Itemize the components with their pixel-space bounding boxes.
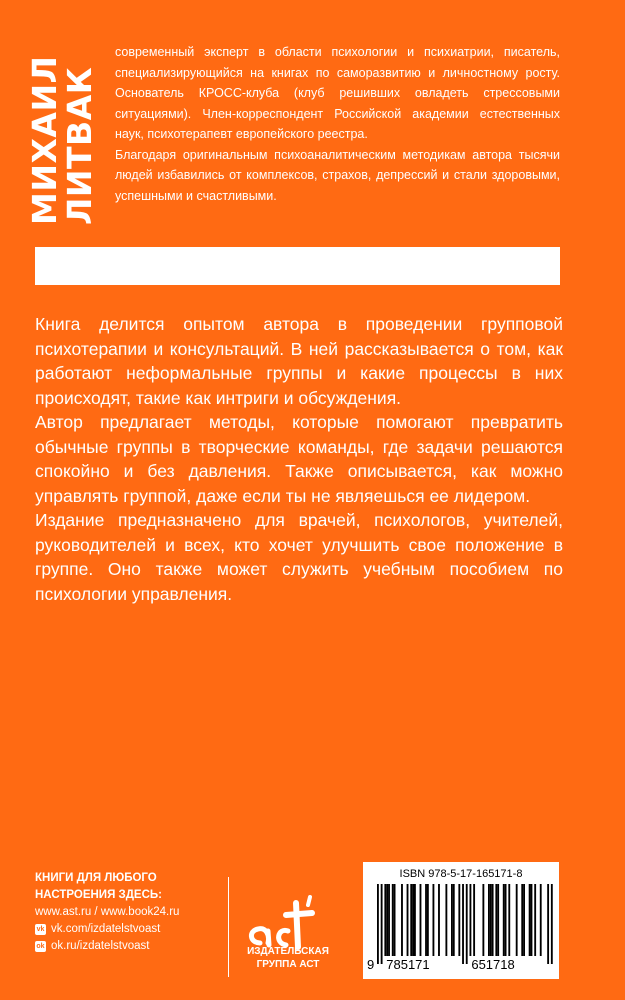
annotation-paragraph: Книга делится опытом автора в проведении групповой психотерапии и консультаций. В ней рассказывается о том, как работают неформальные группы и какие процессы в них происходят, такие как интриги и обсуждения.: [35, 314, 563, 408]
barcode-bar: [508, 884, 510, 956]
barcode-bar: [470, 884, 472, 956]
barcode-bar: [540, 884, 542, 956]
barcode-bar: [381, 884, 383, 964]
barcode-bar: [377, 884, 379, 964]
barcode-bar: [401, 884, 403, 956]
barcode-bar: [490, 884, 492, 956]
barcode-bar: [410, 884, 412, 956]
barcode-bar: [482, 884, 484, 956]
promo-vk-line[interactable]: [35, 921, 230, 938]
barcode-bar: [412, 884, 414, 956]
promo-heading-line2: НАСТРОЕНИЯ ЗДЕСЬ:: [35, 889, 162, 901]
barcode-bar: [534, 884, 536, 956]
barcode-bar: [427, 884, 429, 956]
barcode-bar: [384, 884, 386, 956]
barcode-bar: [414, 884, 416, 956]
bio-paragraph: Благодаря оригинальным психоаналитическим методикам автора тысячи людей избавились от комплексов, страхов, депрессий и стали здоровыми, успешными и счастливыми.: [115, 147, 560, 203]
barcode-bar: [495, 884, 497, 956]
barcode-digits: 9: [367, 957, 375, 972]
barcode-bar: [386, 884, 388, 956]
barcode-bar: [392, 884, 394, 956]
barcode-bar: [547, 884, 549, 964]
barcode-bar: [388, 884, 390, 956]
promo-separator: [228, 877, 229, 977]
barcode-bar: [488, 884, 490, 956]
barcode-bar: [529, 884, 531, 956]
author-last-name: ЛИТВАК: [60, 66, 99, 225]
publisher-label-line2: ГРУППА АСТ: [256, 958, 320, 970]
barcode-bar: [473, 884, 475, 956]
barcode-bar: [445, 884, 447, 956]
barcode-digits: 651718: [471, 957, 515, 972]
barcode-bar: [503, 884, 505, 956]
annotation-paragraph: Автор предлагает методы, которые помогают превратить обычные группы в творческие команды, где задачи решаются спокойно и без давления. Также описывается, как можно управлять группой, даже если ты не являешься ее лидером.: [35, 412, 563, 506]
barcode-bar: [497, 884, 499, 956]
barcode-bar: [531, 884, 533, 956]
barcode-bar: [420, 884, 422, 956]
barcode-bar: [451, 884, 453, 956]
barcode-bar: [492, 884, 494, 956]
barcode-bar: [523, 884, 525, 956]
annotation-paragraph: Издание предназначено для врачей, психологов, учителей, руководителей и всех, кто хочет улучшить свое положение в группе. Оно также может служить учебным пособием по психологии управления.: [35, 510, 563, 604]
barcode-bar: [551, 884, 553, 964]
bio-paragraph: современный эксперт в области психологии и психиатрии, писатель, специализирующийся на книгах по саморазвитию и личностному росту. Основатель КРОСС-клуба (клуб решивших овладеть стрессовыми ситуациями). Член-корреспондент Российской академии естественных наук, психотерапевт европейского реестра.: [115, 45, 560, 141]
barcode-graphic: [363, 862, 559, 979]
ok-icon: ok: [36, 943, 45, 950]
publisher-label: [238, 946, 338, 971]
barcode-bar: [438, 884, 440, 956]
barcode-bar: [453, 884, 455, 956]
barcode-bar: [521, 884, 523, 956]
book-annotation: [35, 312, 563, 606]
promo-ok-line[interactable]: [35, 938, 230, 955]
barcode-digits: 785171: [386, 957, 430, 972]
barcode-bar: [394, 884, 396, 956]
promo-websites[interactable]: www.ast.ru / www.book24.ru: [35, 906, 180, 918]
barcode-bar: [516, 884, 518, 956]
promo-heading-line1: КНИГИ ДЛЯ ЛЮБОГО: [35, 872, 157, 884]
barcode-bar: [407, 884, 409, 956]
author-bio: [115, 42, 560, 206]
barcode-bar: [458, 884, 460, 956]
vk-icon: vk: [36, 926, 45, 933]
white-divider-bar: [35, 247, 560, 285]
barcode-bar: [505, 884, 507, 956]
publisher-promo: [35, 870, 230, 955]
barcode-bar: [425, 884, 427, 956]
publisher-label-line1: ИЗДАТЕЛЬСКАЯ: [247, 946, 329, 957]
promo-ok-link[interactable]: ok.ru/izdatelstvoast: [51, 940, 150, 952]
author-name: [27, 40, 97, 225]
barcode-bar: [462, 884, 464, 964]
barcode: [363, 862, 559, 979]
barcode-bar: [466, 884, 468, 964]
promo-vk-link[interactable]: vk.com/izdatelstvoast: [51, 923, 161, 935]
barcode-bar: [433, 884, 435, 956]
isbn-label: ISBN 978-5-17-165171-8: [399, 868, 523, 880]
author-first-name: МИХАИЛ: [25, 55, 64, 225]
